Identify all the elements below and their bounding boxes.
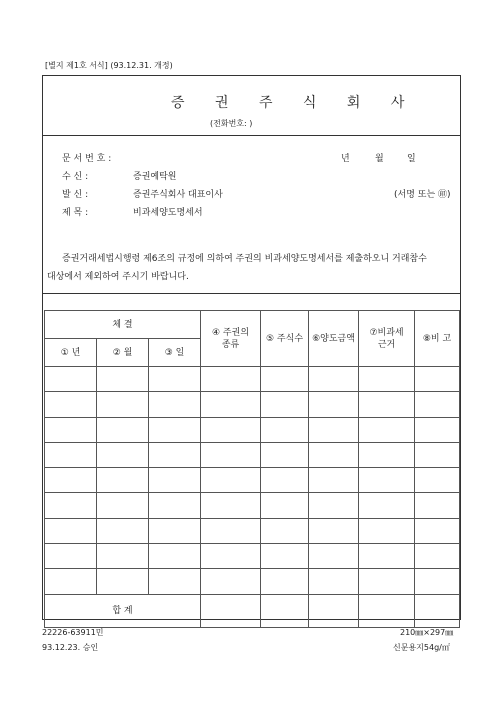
table-cell: [261, 544, 309, 569]
table-cell: [45, 392, 97, 417]
total-cell: [415, 594, 460, 627]
day-header: ③ 일: [149, 339, 201, 367]
table-cell: [45, 518, 97, 543]
table-cell: [309, 518, 359, 543]
date-year-label: 년: [341, 154, 350, 164]
date-day-label: 일: [407, 154, 416, 164]
body-text-line-2: 대상에서 제외하여 주시기 바랍니다.: [47, 272, 189, 282]
table-cell: [149, 367, 201, 392]
total-label: 합 계: [45, 594, 201, 627]
subject-label: 제 목 :: [62, 208, 89, 218]
table-cell: [359, 569, 415, 594]
year-header: ① 년: [45, 339, 97, 367]
phone-number-label: (전화번호: ): [210, 119, 253, 128]
sender-value: 증권주식회사 대표이사: [133, 190, 223, 200]
table-cell: [201, 442, 261, 467]
approval-date: 93.12.23. 승인: [42, 643, 99, 652]
table-cell: [359, 392, 415, 417]
table-cell: [359, 367, 415, 392]
total-cell: [261, 594, 309, 627]
table-cell: [45, 569, 97, 594]
table-cell: [45, 417, 97, 442]
stock-type-header: ④ 주권의 종류: [201, 311, 261, 367]
table-cell: [415, 544, 460, 569]
table-cell: [261, 518, 309, 543]
table-cell: [261, 493, 309, 518]
table-cell: [149, 518, 201, 543]
signature-note: (서명 또는 ㊞): [394, 190, 451, 200]
table-cell: [359, 442, 415, 467]
table-cell: [415, 518, 460, 543]
paper-size: 210㎜×297㎜: [400, 628, 454, 637]
table-cell: [97, 544, 149, 569]
table-cell: [261, 367, 309, 392]
table-cell: [309, 493, 359, 518]
table-cell: [201, 468, 261, 493]
recipient-label: 수 신 :: [62, 172, 89, 182]
table-cell: [97, 392, 149, 417]
title-divider: [42, 135, 461, 136]
table-cell: [201, 367, 261, 392]
total-cell: [309, 594, 359, 627]
table-cell: [415, 493, 460, 518]
table-cell: [149, 442, 201, 467]
table-cell: [149, 544, 201, 569]
recipient-value: 증권예탁원: [133, 172, 177, 182]
amount-header: ⑥양도금액: [309, 311, 359, 367]
table-cell: [201, 417, 261, 442]
total-cell: [359, 594, 415, 627]
table-cell: [97, 493, 149, 518]
form-header-note: [별지 제1호 서식] (93.12.31. 개정): [45, 61, 173, 70]
form-code: 22226-63911민: [42, 628, 104, 637]
table-cell: [359, 468, 415, 493]
table-cell: [97, 468, 149, 493]
table-cell: [309, 468, 359, 493]
table-cell: [201, 392, 261, 417]
table-cell: [45, 468, 97, 493]
form-title: 증 권 주 식 회 사: [171, 95, 418, 111]
table-row: [45, 392, 460, 417]
table-cell: [261, 442, 309, 467]
table-cell: [359, 544, 415, 569]
table-cell: [97, 518, 149, 543]
table-cell: [97, 569, 149, 594]
table-row: [45, 493, 460, 518]
body-text-line-1: 증권거래세법시행령 제6조의 규정에 의하여 주권의 비과세양도명세서를 제출하오니 거래참수: [62, 254, 427, 264]
table-cell: [309, 544, 359, 569]
table-row: [45, 518, 460, 543]
remarks-header: ⑧비 고: [415, 311, 460, 367]
table-cell: [359, 518, 415, 543]
table-cell: [359, 417, 415, 442]
table-cell: [309, 392, 359, 417]
table-cell: [415, 442, 460, 467]
table-cell: [201, 569, 261, 594]
table-cell: [201, 518, 261, 543]
table-cell: [261, 392, 309, 417]
table-cell: [149, 392, 201, 417]
table-cell: [309, 367, 359, 392]
table-top-divider: [42, 293, 461, 294]
table-cell: [415, 569, 460, 594]
table-cell: [97, 442, 149, 467]
table-cell: [309, 417, 359, 442]
table-cell: [149, 468, 201, 493]
table-cell: [415, 392, 460, 417]
table-cell: [45, 544, 97, 569]
table-cell: [201, 544, 261, 569]
table-cell: [45, 367, 97, 392]
table-cell: [309, 442, 359, 467]
table-cell: [415, 367, 460, 392]
table-row: [45, 442, 460, 467]
table-cell: [359, 493, 415, 518]
sender-label: 발 신 :: [62, 190, 89, 200]
table-cell: [309, 569, 359, 594]
transfer-statement-table: [44, 310, 460, 628]
settlement-header: 체 결: [45, 311, 201, 339]
table-cell: [45, 442, 97, 467]
table-cell: [97, 367, 149, 392]
paper-type: 신문용지54g/㎡: [393, 643, 450, 652]
doc-number-label: 문 서 번 호 :: [62, 154, 112, 164]
table-cell: [201, 493, 261, 518]
table-cell: [149, 569, 201, 594]
table-cell: [261, 417, 309, 442]
table-cell: [97, 417, 149, 442]
table-cell: [261, 468, 309, 493]
date-month-label: 월: [375, 154, 384, 164]
table-cell: [415, 468, 460, 493]
table-row: [45, 417, 460, 442]
total-cell: [201, 594, 261, 627]
table-row: [45, 544, 460, 569]
table-row: [45, 468, 460, 493]
shares-header: ⑤ 주식수: [261, 311, 309, 367]
month-header: ② 월: [97, 339, 149, 367]
subject-value: 비과세양도명세서: [133, 208, 203, 218]
table-row: [45, 367, 460, 392]
table-cell: [415, 417, 460, 442]
tax-exempt-basis-header: ⑦비과세 근거: [359, 311, 415, 367]
table-row: [45, 569, 460, 594]
table-cell: [261, 569, 309, 594]
table-cell: [149, 493, 201, 518]
table-cell: [45, 493, 97, 518]
table-cell: [149, 417, 201, 442]
